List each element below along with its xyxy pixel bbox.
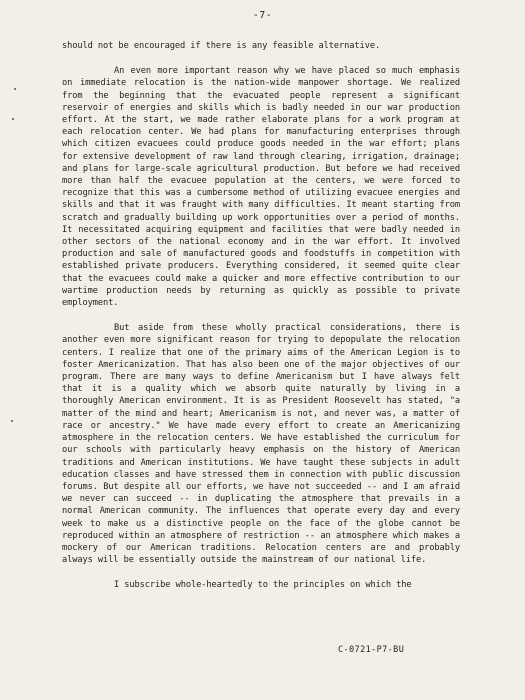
paper-speck (14, 88, 16, 90)
document-body (62, 40, 460, 605)
paragraph-continuation: should not be encouraged if there is any feasible alternative. (62, 41, 381, 51)
paper-speck (12, 118, 14, 120)
page-number: -7- (252, 10, 273, 21)
document-code: C-0721-P7-BU (338, 645, 405, 655)
paragraph-closing: I subscribe whole-heartedly to the principles on which the (114, 580, 412, 591)
paper-speck (11, 420, 13, 422)
paragraph-manpower: An even more important reason why we have placed so much emphasis on immediate relocation is the nation-wide manpower shortage. We realized from the beginning that the evacuated people represent a significant reservoir of energies and skills which is badly needed in our war production effort. At the start, we made rather elaborate plans for a work program at each relocation center. We had plans for manufacturing enterprises through which citizen evacuees could produce goods needed in the war effort; plans for extensive development of raw land through clearing, irrigation, drainage; and plans for large-scale agricultural production. But before we had received more than half the evacuee population at the centers, we were forced to recognize that this was a cumbersome method of utilizing evacuee energies and skills and that it was fraught with many difficulties. It meant starting from scratch and gradually building up work opportunities over a period of months. It necessitated acquiring equipment and facilities that were badly needed in other sectors of the national economy and in the war effort. It involved production and sale of manufactured goods and foodstuffs in competition with established private producers. Everything considered, it seemed quite clear that the evacuees could make a quicker and more effective contribution to our wartime production needs by returning as quickly as possible to private employment. (62, 66, 460, 309)
paragraph-americanization: But aside from these wholly practical considerations, there is another even more significant reason for trying to depopulate the relocation centers. I realize that one of the primary aims of the American Legion is to foster Americanization. That has also been one of the major objectives of our program. There are many ways to define Americanism but I have always felt that it is a quality which we absorb quite naturally by living in a thoroughly American environment. It is as President Roosevelt has stated, "a matter of the mind and heart; Americanism is not, and never was, a matter of race or ancestry." We have made every effort to create an Americanizing atmosphere in the relocation centers. We have established the curriculum for our schools with particularly heavy emphasis on the history of American traditions and American institutions. We have taught these subjects in adult education classes and have stressed them in connection with public discussion forums. But despite all our efforts, we have not succeeded -- and I am afraid we never can succeed -- in duplicating the atmosphere that prevails in a normal American community. The influences that operate every day and every week to make us a distinctive people on the face of the globe cannot be reproduced within an atmosphere of restriction -- an atmosphere which makes a mockery of our American traditions. Relocation centers are and probably always will be essentially outside the mainstream of our national life. (62, 323, 460, 566)
